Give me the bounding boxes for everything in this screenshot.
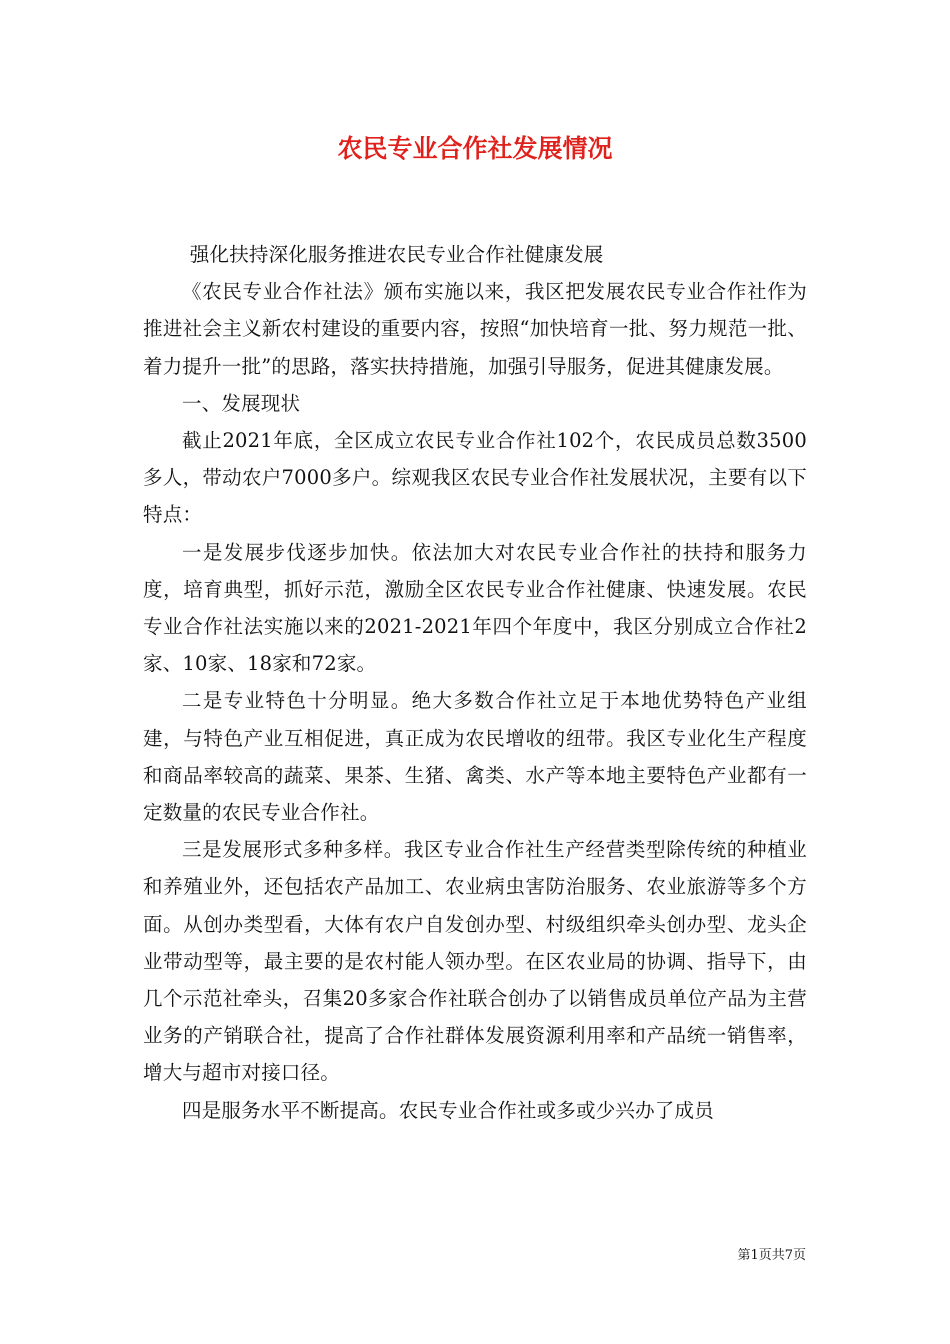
status-paragraph: 截止2021年底，全区成立农民专业合作社102个，农民成员总数3500多人，带动农户7000多户。综观我区农民专业合作社发展状况，主要有以下特点： <box>143 429 807 527</box>
feature-paragraph-2: 二是专业特色十分明显。绝大多数合作社立足于本地优势特色产业组建，与特色产业互相促进，真正成为农民增收的纽带。我区专业化生产程度和商品率较高的蔬菜、果茶、生猪、禽类、水产等本地主要特色产业都有一定数量的农民专业合作社。 <box>143 689 807 825</box>
section-heading: 一、发展现状 <box>182 391 301 415</box>
document-title: 农民专业合作社发展情况 <box>337 134 613 163</box>
feature-paragraph-1: 一是发展步伐逐步加快。依法加大对农民专业合作社的扶持和服务力度，培育典型，抓好示范，激励全区农民专业合作社健康、快速发展。农民专业合作社法实施以来的2021-2021年四个年度中，我区分别成立合作社2家、10家、18家和72家。 <box>143 540 807 676</box>
subtitle-paragraph: 强化扶持深化服务推进农民专业合作社健康发展 <box>189 243 604 266</box>
feature-paragraph-3: 三是发展形式多种多样。我区专业合作社生产经营类型除传统的种植业和养殖业外，还包括农产品加工、农业病虫害防治服务、农业旅游等多个方面。从创办类型看，大体有农户自发创办型、村级组织牵头创办型、龙头企业带动型等，最主要的是农村能人领办型。在区农业局的协调、指导下，由几个示范社牵头，召集20多家合作社联合创办了以销售成员单位产品为主营业务的产销联合社，提高了合作社群体发展资源利用率和产品统一销售率，增大与超市对接口径。 <box>143 838 807 1085</box>
feature-paragraph-4: 四是服务水平不断提高。农民专业合作社或多或少兴办了成员 <box>182 1098 714 1122</box>
document-body <box>143 236 807 1129</box>
intro-paragraph: 《农民专业合作社法》颁布实施以来，我区把发展农民专业合作社作为推进社会主义新农村建设的重要内容，按照“加快培育一批、努力规范一批、着力提升一批”的思路，落实扶持措施，加强引导服务，促进其健康发展。 <box>143 280 807 378</box>
page-number: 第1页共7页 <box>737 1248 806 1263</box>
